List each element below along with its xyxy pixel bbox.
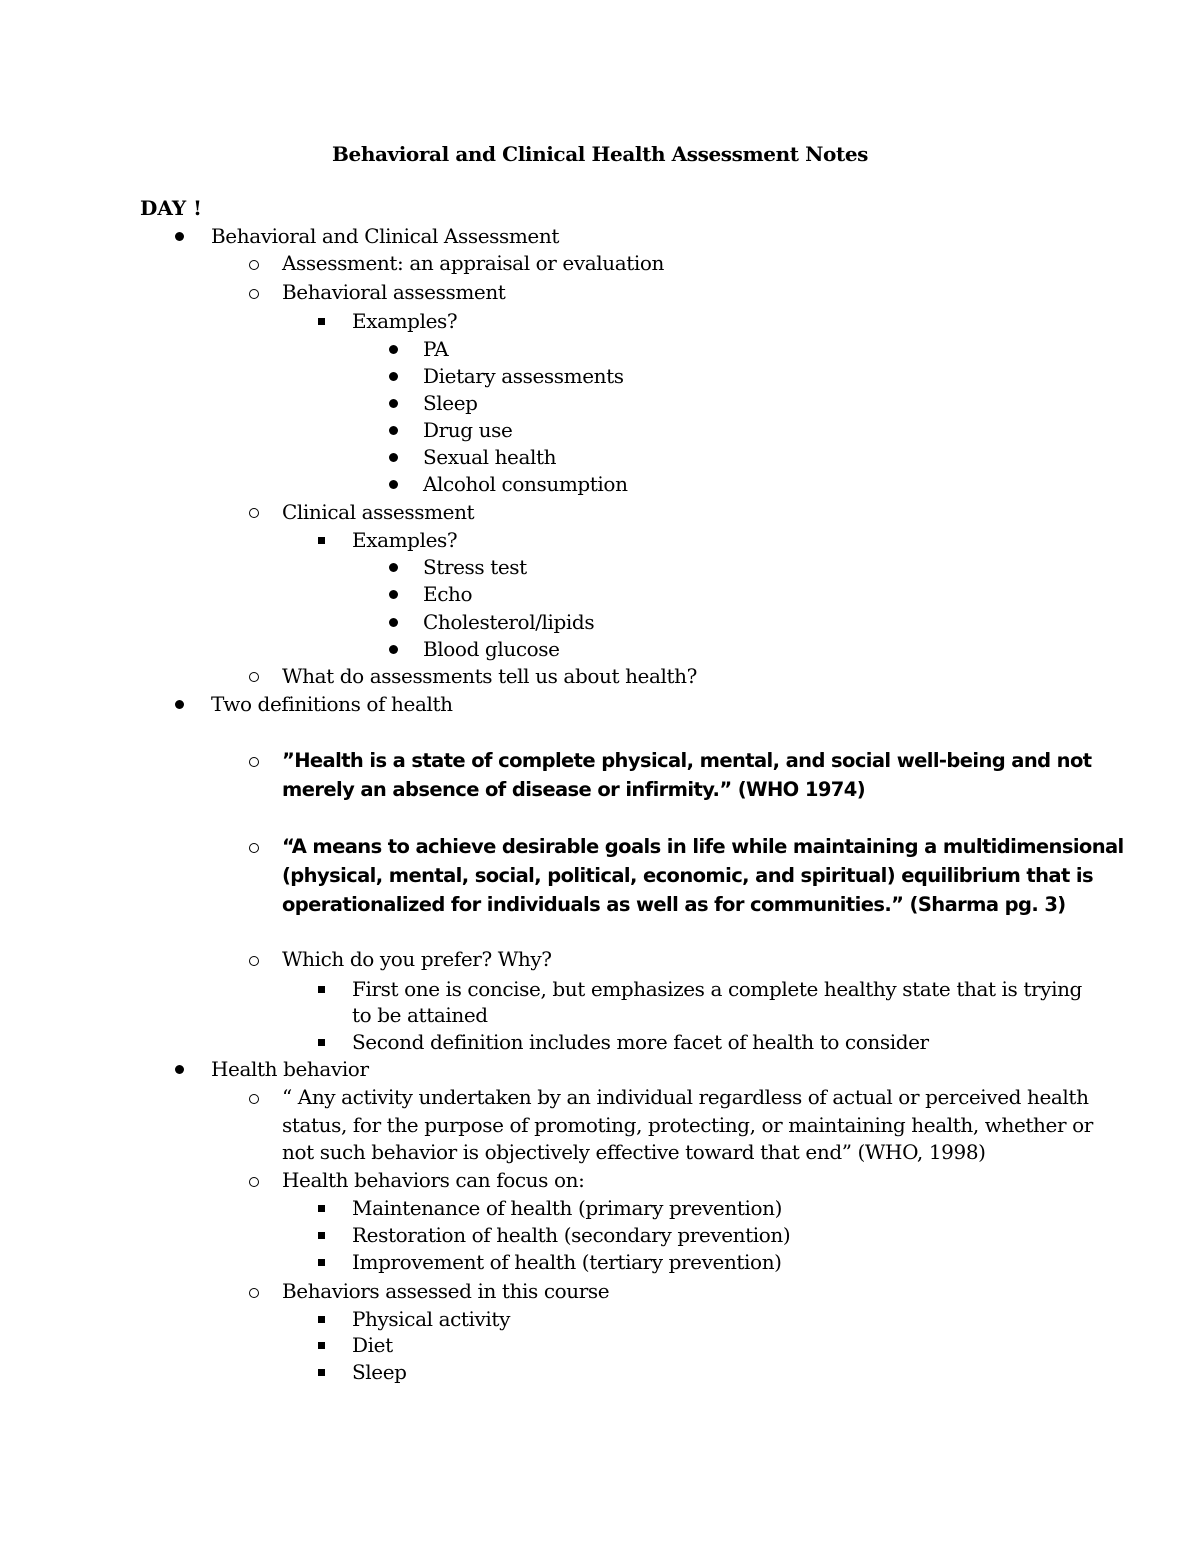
list-item: Second definition includes more facet of health to consider [352,1030,929,1054]
bullet-square-icon [318,1342,325,1349]
quote-line: (physical, mental, social, political, economic, and spiritual) equilibrium that is [282,864,1093,887]
bullet-dot-icon [389,399,398,408]
list-item: Cholesterol/lipids [423,610,595,634]
bullet-dot-icon [389,372,398,381]
list-item: Two definitions of health [211,692,453,716]
bullet-square-icon [318,1205,325,1212]
list-item: Maintenance of health (primary prevention) [352,1196,782,1220]
list-item: Restoration of health (secondary prevention) [352,1223,791,1247]
list-item: Drug use [423,418,513,442]
list-item: Stress test [423,555,527,579]
list-item: “ Any activity undertaken by an individual regardless of actual or perceived health [282,1085,1089,1109]
list-item: First one is concise, but emphasizes a complete healthy state that is trying [352,977,1082,1001]
bullet-dot-icon [389,480,398,489]
bullet-square-icon [318,1039,325,1046]
bullet-dot-icon [389,345,398,354]
list-item: Clinical assessment [282,500,475,524]
list-item: Sleep [423,391,478,415]
bullet-circle-icon [249,757,259,767]
bullet-circle-icon [249,1094,259,1104]
list-item: Blood glucose [423,637,560,661]
bullet-circle-icon [249,260,259,270]
list-item: What do assessments tell us about health? [282,664,697,688]
list-item: Behavioral assessment [282,280,506,304]
list-item: Sexual health [423,445,557,469]
bullet-dot-icon [175,1065,184,1074]
list-item: Echo [423,582,473,606]
list-item: PA [423,337,449,361]
bullet-circle-icon [249,1177,259,1187]
bullet-dot-icon [389,563,398,572]
bullet-dot-icon [389,453,398,462]
document-title: Behavioral and Clinical Health Assessment Notes [331,142,868,166]
list-item-continued: status, for the purpose of promoting, protecting, or maintaining health, whether or [282,1113,1093,1137]
bullet-circle-icon [249,672,259,682]
bullet-dot-icon [175,232,184,241]
bullet-dot-icon [175,700,184,709]
list-item: Diet [352,1333,393,1357]
bullet-dot-icon [389,426,398,435]
bullet-circle-icon [249,289,259,299]
list-item: Behaviors assessed in this course [282,1279,610,1303]
list-item: Dietary assessments [423,364,624,388]
list-item: Health behavior [211,1057,369,1081]
quote-line: merely an absence of disease or infirmity.” (WHO 1974) [282,778,866,801]
list-item: Examples? [352,309,458,333]
list-item-continued: not such behavior is objectively effective toward that end” (WHO, 1998) [282,1140,986,1164]
bullet-square-icon [318,537,325,544]
list-item: Which do you prefer? Why? [282,947,552,971]
bullet-square-icon [318,986,325,993]
bullet-circle-icon [249,843,259,853]
list-item: Behavioral and Clinical Assessment [211,224,559,248]
bullet-square-icon [318,318,325,325]
day-heading: DAY ! [140,196,202,220]
bullet-dot-icon [389,645,398,654]
bullet-square-icon [318,1369,325,1376]
list-item: Alcohol consumption [423,472,628,496]
list-item: Health behaviors can focus on: [282,1168,585,1192]
list-item: Assessment: an appraisal or evaluation [282,251,665,275]
list-item: Examples? [352,528,458,552]
list-item-continued: to be attained [352,1003,488,1027]
quote-line: “A means to achieve desirable goals in life while maintaining a multidimensional [282,835,1124,858]
bullet-circle-icon [249,508,259,518]
list-item: Improvement of health (tertiary prevention) [352,1250,782,1274]
bullet-circle-icon [249,956,259,966]
bullet-dot-icon [389,618,398,627]
bullet-square-icon [318,1316,325,1323]
bullet-square-icon [318,1232,325,1239]
bullet-dot-icon [389,590,398,599]
quote-line: operationalized for individuals as well as for communities.” (Sharma pg. 3) [282,893,1066,916]
bullet-circle-icon [249,1288,259,1298]
list-item: Physical activity [352,1307,510,1331]
list-item: Sleep [352,1360,407,1384]
quote-line: ”Health is a state of complete physical, mental, and social well-being and not [282,749,1092,772]
bullet-square-icon [318,1259,325,1266]
